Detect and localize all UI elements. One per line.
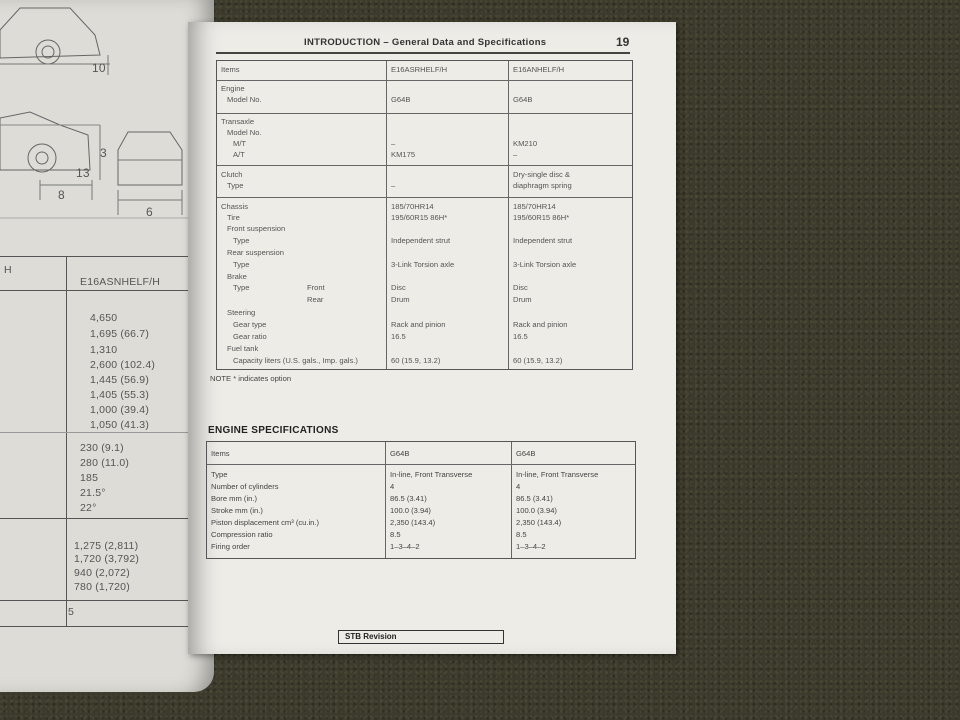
row-label: Firing order: [211, 542, 250, 551]
cell-value: In-line, Front Transverse: [516, 470, 599, 479]
cell-value: 4: [390, 482, 395, 491]
row-label: Type: [211, 470, 228, 479]
row-label: Tire: [227, 213, 240, 222]
cell-value: Rack and pinion: [391, 320, 446, 329]
cell-value: 16.5: [391, 332, 406, 341]
cell-value: 100.0 (3.94): [390, 506, 431, 515]
cell-value: 185/70HR14: [513, 202, 556, 211]
left-value: 185: [80, 472, 99, 484]
cell-value: G64B: [391, 95, 411, 104]
cell-value: 3-Link Torsion axle: [391, 260, 455, 269]
table-rule: [0, 626, 190, 627]
left-value: 780 (1,720): [74, 581, 130, 593]
cell-value: Dry-single disc &: [513, 170, 570, 179]
cell-value: KM210: [513, 139, 538, 148]
cell-value: 60 (15.9, 13.2): [391, 356, 441, 365]
cell-value: 1–3–4–2: [390, 542, 420, 551]
cell-value: 4: [516, 482, 521, 491]
row-label: Gear type: [233, 320, 267, 329]
cell-value: Drum: [513, 295, 532, 304]
left-value: 1,050 (41.3): [90, 419, 150, 431]
row-label: Chassis: [221, 202, 249, 211]
cell-value: 3-Link Torsion axle: [513, 260, 577, 269]
column-header: G64B: [516, 449, 536, 458]
cell-value: Independent strut: [391, 236, 451, 245]
row-label: Clutch: [221, 170, 243, 179]
engine-specifications-table: [206, 441, 636, 559]
table-column-divider: [66, 256, 67, 626]
cell-value: 185/70HR14: [391, 202, 434, 211]
cell-value: –: [391, 181, 396, 190]
row-label: Front suspension: [227, 224, 286, 233]
cell-value: Disc: [391, 283, 406, 292]
cell-value: 8.5: [516, 530, 527, 539]
row-label: Steering: [227, 308, 256, 317]
column-header: Items: [221, 65, 240, 74]
cell-value: Disc: [513, 283, 528, 292]
left-value: 2,600 (102.4): [90, 359, 156, 371]
dimension-label: 8: [58, 188, 65, 202]
cell-value: Drum: [391, 295, 410, 304]
left-value: 230 (9.1): [80, 442, 124, 454]
cell-value: 2,350 (143.4): [390, 518, 436, 527]
row-label: Capacity liters (U.S. gals., Imp. gals.): [233, 356, 358, 365]
left-value: 940 (2,072): [74, 567, 130, 579]
dimension-label: 13: [76, 166, 90, 180]
table-rule: [0, 256, 190, 257]
row-label: Engine: [221, 84, 245, 93]
row-label: Type: [233, 260, 250, 269]
cell-value: 195/60R15 86H*: [391, 213, 448, 222]
left-value: 1,275 (2,811): [74, 540, 139, 552]
left-value: 1,445 (56.9): [90, 374, 150, 386]
cell-value: 1–3–4–2: [516, 542, 546, 551]
cell-value: 86.5 (3.41): [390, 494, 427, 503]
row-label: Fuel tank: [227, 344, 259, 353]
left-value: 1,310: [90, 344, 118, 356]
row-label: M/T: [233, 139, 247, 148]
dimension-label: 10: [92, 61, 106, 75]
cell-value: Rack and pinion: [513, 320, 568, 329]
cell-value: Independent strut: [513, 236, 573, 245]
cell-value: diaphragm spring: [513, 181, 572, 190]
left-value: 1,695 (66.7): [90, 328, 150, 340]
cell-value: –: [513, 150, 518, 159]
left-page: [0, 0, 214, 692]
dimension-label: 3: [100, 146, 107, 160]
header-rule: [216, 52, 630, 54]
cell-value: –: [391, 139, 396, 148]
column-header: G64B: [390, 449, 410, 458]
left-value: 4,650: [90, 312, 118, 324]
row-label: Type: [233, 283, 250, 292]
left-column-header-fragment: H: [4, 264, 12, 276]
row-label: Stroke mm (in.): [211, 506, 263, 515]
cell-value: 195/60R15 86H*: [513, 213, 570, 222]
row-label: Brake: [227, 272, 247, 281]
table-rule: [0, 432, 190, 433]
row-label: Rear suspension: [227, 248, 284, 257]
column-header: E16ANHELF/H: [513, 65, 565, 74]
table-rule: [0, 290, 190, 291]
revision-footer: STB Revision: [338, 630, 504, 644]
left-value: 1,000 (39.4): [90, 404, 150, 416]
dimension-label: 6: [146, 205, 153, 219]
row-label: Number of cylinders: [211, 482, 279, 491]
column-header: Items: [211, 449, 230, 458]
cell-value: 86.5 (3.41): [516, 494, 553, 503]
page-number: 19: [616, 35, 630, 49]
table-rule: [0, 600, 190, 601]
left-value: 22°: [80, 502, 97, 514]
row-sublabel: Rear: [307, 295, 324, 304]
row-label: Model No.: [227, 95, 262, 104]
row-label: Gear ratio: [233, 332, 267, 341]
table-note: NOTE * indicates option: [210, 374, 292, 383]
cell-value: 16.5: [513, 332, 528, 341]
left-value: 280 (11.0): [80, 457, 130, 469]
row-label: Compression ratio: [211, 530, 273, 539]
row-label: Piston displacement cm³ (cu.in.): [211, 518, 320, 527]
left-value: 5: [68, 606, 75, 618]
row-label: Model No.: [227, 128, 262, 137]
cell-value: KM175: [391, 150, 416, 159]
column-header: E16ASRHELF/H: [391, 65, 448, 74]
general-data-table: [216, 60, 633, 370]
cell-value: 100.0 (3.94): [516, 506, 557, 515]
row-sublabel: Front: [307, 283, 325, 292]
row-label: Type: [227, 181, 244, 190]
left-column-header: E16ASNHELF/H: [80, 276, 161, 288]
cell-value: G64B: [513, 95, 533, 104]
page-header-title: INTRODUCTION – General Data and Specifications: [304, 37, 547, 48]
row-label: Bore mm (in.): [211, 494, 257, 503]
left-value: 1,405 (55.3): [90, 389, 150, 401]
row-label: Type: [233, 236, 250, 245]
cell-value: 2,350 (143.4): [516, 518, 562, 527]
left-value: 1,720 (3,792): [74, 553, 140, 565]
table-rule: [0, 518, 190, 519]
cell-value: 60 (15.9, 13.2): [513, 356, 563, 365]
cell-value: 8.5: [390, 530, 401, 539]
section-title: ENGINE SPECIFICATIONS: [208, 425, 339, 436]
cell-value: In-line, Front Transverse: [390, 470, 473, 479]
row-label: A/T: [233, 150, 245, 159]
left-value: 21.5°: [80, 487, 106, 499]
row-label: Transaxle: [221, 117, 255, 126]
right-page: [188, 22, 676, 654]
